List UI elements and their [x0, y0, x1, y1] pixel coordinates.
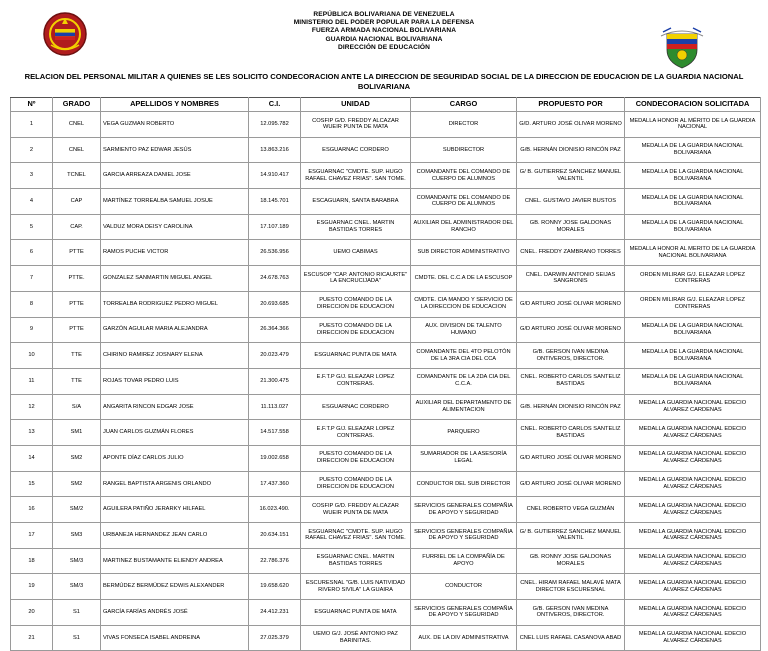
column-header-decoration: CONDECORACION SOLICITADA — [625, 98, 761, 112]
cell-name: GARZÓN AGUILAR MARIA ALEJANDRA — [101, 317, 249, 343]
cell-name: ANGARITA RINCON EDGAR JOSE — [101, 394, 249, 420]
cell-position: SERVICIOS GENERALES COMPAÑIA DE APOYO Y SEGURIDAD — [411, 497, 517, 523]
table-row — [11, 548, 761, 574]
cell-rank: SM3 — [53, 523, 101, 549]
column-header-name: APELLIDOS Y NOMBRES — [101, 98, 249, 112]
cell-decoration: MEDALLA DE LA GUARDIA NACIONAL BOLIVARIANA — [625, 137, 761, 163]
cell-rank: SM/2 — [53, 497, 101, 523]
cell-id: 21.300.475 — [249, 368, 301, 394]
cell-decoration: MEDALLA GUARDIA NACIONAL EDECIO ÁLVAREZ CÁRDENAS — [625, 497, 761, 523]
table-row — [11, 266, 761, 292]
cell-number: 17 — [11, 523, 53, 549]
cell-proposed-by: G/B. GERSON IVAN MEDINA ONTIVEROS, DIRECTOR. — [517, 600, 625, 626]
cell-name: RANGEL BAPTISTA ARGENIS ORLANDO — [101, 471, 249, 497]
cell-id: 12.095.782 — [249, 112, 301, 138]
cell-proposed-by: CNEL. GUSTAVO JAVIER BUSTOS — [517, 189, 625, 215]
cell-rank: SM1 — [53, 420, 101, 446]
cell-unit: ESCURESNAL "G/B. LUIS NATIVIDAD RIVERO SIVILA" LA GUAIRA — [301, 574, 411, 600]
table-row — [11, 317, 761, 343]
cell-decoration: MEDALLA GUARDIA NACIONAL EDECIO ALVAREZ CÁRDENAS — [625, 600, 761, 626]
cell-position: CMDTE. CIA MANDO Y SERVICIO DE LA DIRECCION DE EDUCACION — [411, 291, 517, 317]
cell-unit: ESCAGUARN, SANTA BARABRA — [301, 189, 411, 215]
cell-rank: PTTE — [53, 317, 101, 343]
column-header-unit: UNIDAD — [301, 98, 411, 112]
header-line-5: DIRECCIÓN DE EDUCACIÓN — [338, 43, 430, 51]
cell-name: RAMOS PUCHE VICTOR — [101, 240, 249, 266]
cell-unit: ESGUARNAC PUNTA DE MATA — [301, 600, 411, 626]
cell-id: 17.107.189 — [249, 214, 301, 240]
cell-decoration: MEDALLA GUARDIA NACIONAL EDECIO ALVAREZ CÁRDENAS — [625, 548, 761, 574]
cell-position: SUBDIRECTOR — [411, 137, 517, 163]
cell-name: JUAN CARLOS GUZMÁN FLORES — [101, 420, 249, 446]
cell-proposed-by: GB. RONNY JOSE GALDONAS MORALES — [517, 548, 625, 574]
header-line-1: REPÚBLICA BOLIVARIANA DE VENEZUELA — [313, 11, 455, 18]
cell-unit: ESGUARNAC CORDERO — [301, 394, 411, 420]
cell-name: VIVAS FONSECA ISABEL ANDREINA — [101, 625, 249, 651]
cell-number: 15 — [11, 471, 53, 497]
cell-id: 24.412.231 — [249, 600, 301, 626]
table-row — [11, 445, 761, 471]
cell-name: AGUILERA PATIÑO JERARKY HILFAEL — [101, 497, 249, 523]
cell-name: MARTÍNEZ TORREALBA SAMUEL JOSUE — [101, 189, 249, 215]
table-row — [11, 163, 761, 189]
cell-unit: ESGUARNAC CNEL. MARTIN BASTIDAS TORRES — [301, 214, 411, 240]
cell-rank: SM/3 — [53, 548, 101, 574]
table-row — [11, 368, 761, 394]
cell-number: 3 — [11, 163, 53, 189]
cell-rank: S1 — [53, 625, 101, 651]
cell-rank: TTE — [53, 368, 101, 394]
cell-proposed-by: G/B. HERNÁN DIONISIO RINCÓN PAZ — [517, 394, 625, 420]
table-row — [11, 574, 761, 600]
cell-position: AUXILIAR DEL ADMINISTRADOR DEL RANCHO — [411, 214, 517, 240]
personnel-table — [10, 97, 761, 651]
cell-unit: PUESTO COMANDO DE LA DIRECCION DE EDUCACION — [301, 317, 411, 343]
cell-unit: COSFIP G/D. FREDDY ALCAZAR WUEIR PUNTA DE MATA — [301, 112, 411, 138]
cell-number: 11 — [11, 368, 53, 394]
cell-proposed-by: G/D. ARTURO JOSÉ OLIVAR MORENO — [517, 112, 625, 138]
cell-id: 13.863.216 — [249, 137, 301, 163]
cell-id: 16.023.490. — [249, 497, 301, 523]
cell-unit: UEMO G/J. JOSÉ ANTONIO PAZ BARINITAS. — [301, 625, 411, 651]
cell-id: 18.145.701 — [249, 189, 301, 215]
shield-emblem-icon — [657, 22, 707, 72]
column-header-position: CARGO — [411, 98, 517, 112]
cell-id: 14.517.558 — [249, 420, 301, 446]
cell-position: FURRIEL DE LA COMPAÑÍA DE APOYO — [411, 548, 517, 574]
cell-position: SERVICIOS GENERALES COMPAÑIA DE APOYO Y SEGURIDAD — [411, 600, 517, 626]
cell-number: 16 — [11, 497, 53, 523]
cell-position: AUXILIAR DEL DEPARTAMENTO DE ALIMENTACION — [411, 394, 517, 420]
table-row — [11, 214, 761, 240]
cell-proposed-by: G/D ARTURO JOSÉ OLIVAR MORENO — [517, 471, 625, 497]
table-row — [11, 291, 761, 317]
cell-number: 10 — [11, 343, 53, 369]
cell-rank: CAP — [53, 189, 101, 215]
cell-number: 2 — [11, 137, 53, 163]
table-header-row — [11, 98, 761, 112]
column-header-proposed-by: PROPUESTO POR — [517, 98, 625, 112]
cell-decoration: MEDALLA DE LA GUARDIA NACIONAL BOLIVARIANA — [625, 163, 761, 189]
cell-id: 19.658.620 — [249, 574, 301, 600]
cell-unit: E.F.T.P G/J. ELEAZAR LOPEZ CONTRERAS. — [301, 420, 411, 446]
cell-proposed-by: G/B. GERSON IVAN MEDINA ONTIVEROS, DIRECTOR. — [517, 343, 625, 369]
table-body — [11, 112, 761, 651]
cell-number: 19 — [11, 574, 53, 600]
cell-decoration: MEDALLA GUARDIA NACIONAL EDECIO ALVAREZ CÁRDENAS — [625, 420, 761, 446]
cell-id: 27.025.379 — [249, 625, 301, 651]
cell-name: GARCÍA FARÍAS ANDRÉS JOSÉ — [101, 600, 249, 626]
cell-rank: TTE — [53, 343, 101, 369]
header-line-2: MINISTERIO DEL PODER POPULAR PARA LA DEFENSA — [293, 19, 475, 27]
cell-name: CHIRINO RAMIREZ JOSNARY ELENA — [101, 343, 249, 369]
cell-number: 20 — [11, 600, 53, 626]
cell-unit: PUESTO COMANDO DE LA DIRECCION DE EDUCACION — [301, 471, 411, 497]
cell-proposed-by: G/D ARTURO JOSÉ OLIVAR MORENO — [517, 317, 625, 343]
cell-proposed-by: CNEL. ROBERTO CARLOS SANTELIZ BASTIDAS — [517, 368, 625, 394]
cell-position: CONDUCTOR DEL SUB DIRECTOR — [411, 471, 517, 497]
cell-proposed-by: CNEL. DARWIN ANTONIO SEIJAS SANGRONIS — [517, 266, 625, 292]
table-row — [11, 189, 761, 215]
cell-decoration: MEDALLA GUARDIA NACIONAL EDECIO ALVAREZ CARDENAS — [625, 394, 761, 420]
cell-decoration: MEDALLA DE LA GUARDIA NACIONAL BOLIVARIANA — [625, 189, 761, 215]
cell-proposed-by: GB. RONNY JOSE GALDONAS MORALES — [517, 214, 625, 240]
cell-position: COMANDANTE DEL COMANDO DE CUERPO DE ALUMNOS — [411, 189, 517, 215]
cell-position: COMANDANTE DEL COMANDO DE CUERPO DE ALUMNOS — [411, 163, 517, 189]
cell-unit: PUESTO COMANDO DE LA DIRECCION DE EDUCACION — [301, 291, 411, 317]
cell-position: AUX. DE LA DIV ADMINISTRATIVA — [411, 625, 517, 651]
cell-rank: CNEL — [53, 112, 101, 138]
table-row — [11, 625, 761, 651]
cell-proposed-by: G/ B. GUTIERREZ SANCHEZ MANUEL VALENTIL — [517, 523, 625, 549]
table-row — [11, 523, 761, 549]
cell-rank: SM2 — [53, 471, 101, 497]
cell-name: URBANEJA HERNANDEZ JEAN CARLO — [101, 523, 249, 549]
cell-name: APONTE DÍAZ CARLOS JULIO — [101, 445, 249, 471]
cell-unit: PUESTO COMANDO DE LA DIRECCION DE EDUCACION — [301, 445, 411, 471]
cell-decoration: MEDALLA GUARDIA NACIONAL EDECIO ALVAREZ CÁRDENAS — [625, 445, 761, 471]
cell-number: 4 — [11, 189, 53, 215]
cell-unit: ESCUSOP "CAP. ANTONIO RICAURTE" LA ENCRUCIJADA" — [301, 266, 411, 292]
table-row — [11, 600, 761, 626]
cell-proposed-by: CNEL. FREDDY ZAMBRANO TORRES — [517, 240, 625, 266]
cell-position: SUMARIADOR DE LA ASESORÍA LEGAL — [411, 445, 517, 471]
table-row — [11, 137, 761, 163]
cell-unit: ESGUARNAC PUNTA DE MATA — [301, 343, 411, 369]
cell-id: 14.910.417 — [249, 163, 301, 189]
cell-name: GARCIA ARREAZA DANIEL JOSE — [101, 163, 249, 189]
cell-number: 8 — [11, 291, 53, 317]
cell-id: 20.693.685 — [249, 291, 301, 317]
cell-name: BERMÚDEZ BERMÚDEZ EDWIS ALEXANDER — [101, 574, 249, 600]
table-row — [11, 471, 761, 497]
cell-id: 11.113.027 — [249, 394, 301, 420]
column-header-rank: GRADO — [53, 98, 101, 112]
table-row — [11, 240, 761, 266]
cell-unit: E.F.T.P G/J. ELEAZAR LOPEZ CONTRERAS. — [301, 368, 411, 394]
cell-rank: CAP. — [53, 214, 101, 240]
table-row — [11, 497, 761, 523]
cell-id: 26.364.366 — [249, 317, 301, 343]
cell-unit: ESGUARNAC "CMDTE. SUP. HUGO RAFAEL CHAVEZ FRIAS". SAN TOME. — [301, 523, 411, 549]
cell-number: 1 — [11, 112, 53, 138]
cell-rank: S/A — [53, 394, 101, 420]
cell-number: 13 — [11, 420, 53, 446]
cell-number: 6 — [11, 240, 53, 266]
cell-rank: PTTE — [53, 291, 101, 317]
cell-position: COMANDANTE DEL 4TO PELOTÓN DE LA 3RA CIA DEL CCA — [411, 343, 517, 369]
cell-number: 5 — [11, 214, 53, 240]
cell-number: 7 — [11, 266, 53, 292]
cell-id: 20.023.479 — [249, 343, 301, 369]
cell-rank: PTTE. — [53, 266, 101, 292]
cell-position: SUB DIRECTOR ADMINISTRATIVO — [411, 240, 517, 266]
cell-decoration: ORDEN MILIRAR G/J. ELEAZAR LOPEZ CONTRERAS — [625, 291, 761, 317]
cell-unit: ESGUARNAC CNEL. MARTIN BASTIDAS TORRES — [301, 548, 411, 574]
cell-unit: COSFIP G/D. FREDDY ALCAZAR WUEIR PUNTA DE MATA — [301, 497, 411, 523]
cell-number: 18 — [11, 548, 53, 574]
cell-rank: PTTE — [53, 240, 101, 266]
cell-position: SERVICIOS GENERALES COMPAÑIA DE APOYO Y SEGURIDAD — [411, 523, 517, 549]
cell-name: SARMIENTO PAZ EDWAR JESÚS — [101, 137, 249, 163]
cell-position: CMDTE. DEL C.C.A DE LA ESCUSOP — [411, 266, 517, 292]
cell-rank: TCNEL — [53, 163, 101, 189]
table-row — [11, 343, 761, 369]
cell-decoration: MEDALLA HONOR AL MÉRITO DE LA GUARDIA NACIONAL — [625, 112, 761, 138]
cell-id: 24.678.763 — [249, 266, 301, 292]
cell-decoration: MEDALLA GUARDIA NACIONAL EDECIO ALVAREZ CÁRDENAS — [625, 471, 761, 497]
cell-proposed-by: G/D ARTURO JOSÉ OLIVAR MORENO — [517, 445, 625, 471]
table-row — [11, 112, 761, 138]
cell-name: GONZALEZ SANMARTIN MIGUEL ANGEL — [101, 266, 249, 292]
cell-decoration: MEDALLA DE LA GUARDIA NACIONAL BOLIVARIANA — [625, 317, 761, 343]
cell-decoration: MEDALLA DE LA GUARDIA NACIONAL BOLIVARIANA — [625, 368, 761, 394]
cell-name: ROJAS TOVAR PEDRO LUIS — [101, 368, 249, 394]
cell-id: 19.002.658 — [249, 445, 301, 471]
cell-name: VEGA GUZMAN ROBERTO — [101, 112, 249, 138]
cell-position: AUX. DIVISION DE TALENTO HUMANO — [411, 317, 517, 343]
cell-position: PARQUERO — [411, 420, 517, 446]
cell-number: 12 — [11, 394, 53, 420]
cell-id: 26.536.956 — [249, 240, 301, 266]
cell-id: 17.437.360 — [249, 471, 301, 497]
cell-rank: SM2 — [53, 445, 101, 471]
document-title: RELACION DEL PERSONAL MILITAR A QUIENES SE LES SOLICITO CONDECORACION ANTE LA DIRECCION DE SEGURIDAD SOCIAL DE LA DIRECCION DE EDUCACION DE LA GUARDIA NACIONAL BOLIVARIANA — [24, 72, 744, 91]
cell-number: 14 — [11, 445, 53, 471]
header-line-4: GUARDIA NACIONAL BOLIVARIANA — [325, 35, 443, 43]
cell-proposed-by: G/D ARTURO JOSÉ OLIVAR MORENO — [517, 291, 625, 317]
cell-proposed-by: G/B. HERNÁN DIONISIO RINCÓN PAZ — [517, 137, 625, 163]
cell-name: VALDUZ MORA DEISY CAROLINA — [101, 214, 249, 240]
cell-number: 21 — [11, 625, 53, 651]
cell-proposed-by: CNEL. ROBERTO CARLOS SANTELIZ BASTIDAS — [517, 420, 625, 446]
cell-decoration: MEDALLA DE LA GUARDIA NACIONAL BOLIVARIANA — [625, 343, 761, 369]
cell-id: 22.786.376 — [249, 548, 301, 574]
cell-position: CONDUCTOR — [411, 574, 517, 600]
cell-unit: UEMO CABIMAS — [301, 240, 411, 266]
cell-proposed-by: CNEL ROBERTO VEGA GUZMÁN — [517, 497, 625, 523]
cell-unit: ESGUARNAC "CMDTE. SUP. HUGO RAFAEL CHAVEZ FRIAS". SAN TOME. — [301, 163, 411, 189]
cell-decoration: MEDALLA HONOR AL MERITO DE LA GUARDIA NACIONAL BOLIVARIANA — [625, 240, 761, 266]
cell-decoration: MEDALLA GUARDIA NACIONAL EDECIO ALVAREZ CÁRDENAS — [625, 574, 761, 600]
table-row — [11, 420, 761, 446]
cell-name: MARTINEZ BUSTAMANTE ELIENDY ANDREA — [101, 548, 249, 574]
column-header-id: C.I. — [249, 98, 301, 112]
cell-id: 20.634.151 — [249, 523, 301, 549]
cell-position: DIRECTOR — [411, 112, 517, 138]
cell-unit: ESGUARNAC CORDERO — [301, 137, 411, 163]
cell-decoration: MEDALLA GUARDIA NACIONAL EDECIO ALVAREZ CÁRDENAS — [625, 625, 761, 651]
cell-proposed-by: G/ B. GUTIERREZ SANCHEZ MANUEL VALENTIL — [517, 163, 625, 189]
cell-decoration: MEDALLA DE LA GUARDIA NACIONAL BOLIVARIANA — [625, 214, 761, 240]
cell-decoration: MEDALLA GUARDIA NACIONAL EDECIO ALVAREZ CÁRDENAS — [625, 523, 761, 549]
cell-name: TORREALBA RODRIGUEZ PEDRO MIGUEL — [101, 291, 249, 317]
cell-proposed-by: CNEL LUIS RAFAEL CASANOVA ABAD — [517, 625, 625, 651]
cell-proposed-by: CNEL. HIRAM RAFAEL MALAVÉ MATA DIRECTOR ESCURESNAL — [517, 574, 625, 600]
cell-rank: SM/3 — [53, 574, 101, 600]
cell-decoration: ORDEN MILIRAR G/J. ELEAZAR LOPEZ CONTRERAS — [625, 266, 761, 292]
cell-position: COMANDANTE DE LA 2DA CIA DEL C.C.A. — [411, 368, 517, 394]
table-row — [11, 394, 761, 420]
header-line-3: FUERZA ARMADA NACIONAL BOLIVARIANA — [311, 27, 457, 35]
cell-rank: CNEL — [53, 137, 101, 163]
cell-number: 9 — [11, 317, 53, 343]
cell-rank: S1 — [53, 600, 101, 626]
column-header-number: Nº — [11, 98, 53, 112]
document-header — [0, 11, 768, 52]
